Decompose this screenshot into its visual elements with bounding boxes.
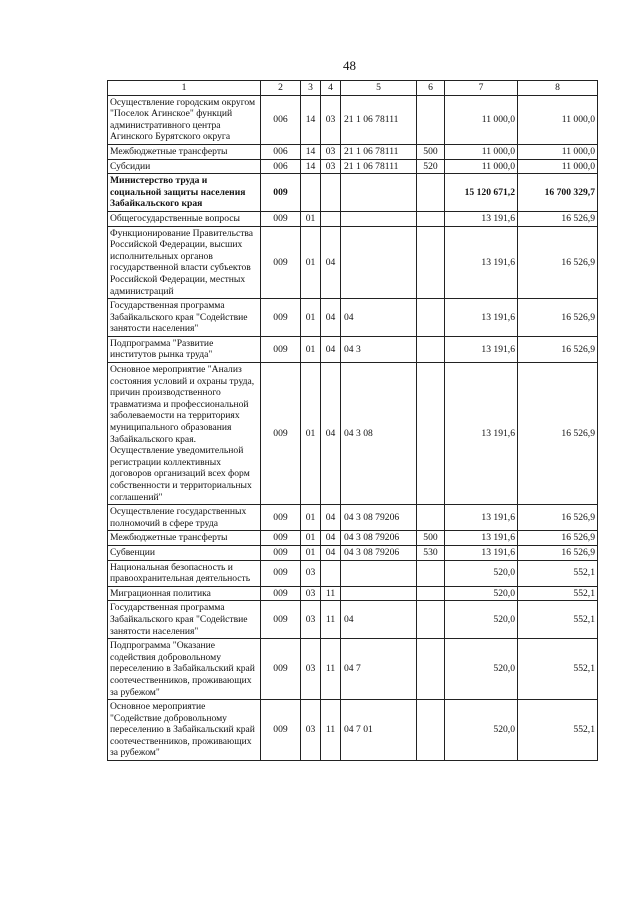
amount-year-2: 16 526,9: [518, 531, 598, 546]
code-subsection: [321, 174, 341, 212]
amount-year-2: 552,1: [518, 560, 598, 586]
row-name: Осуществление государственных полномочий в сфере труда: [108, 505, 261, 531]
code-target: 04 7: [341, 639, 417, 700]
code-section: 14: [301, 95, 321, 144]
amount-year-1: 13 191,6: [445, 545, 518, 560]
amount-year-2: 552,1: [518, 586, 598, 601]
column-header: 4: [321, 81, 341, 96]
table-row: [108, 601, 598, 639]
row-name: Основное мероприятие "Содействие добровольному переселению в Забайкальский край соотечественников, проживающих за рубежом": [108, 700, 261, 761]
code-target: 04 3 08: [341, 363, 417, 505]
amount-year-1: 13 191,6: [445, 531, 518, 546]
amount-year-2: 11 000,0: [518, 95, 598, 144]
amount-year-1: 520,0: [445, 601, 518, 639]
code-subsection: 04: [321, 531, 341, 546]
code-section: 03: [301, 560, 321, 586]
code-expense-type: [417, 95, 445, 144]
code-target: 21 1 06 78111: [341, 159, 417, 174]
code-ministry: 009: [261, 601, 301, 639]
code-section: 03: [301, 601, 321, 639]
code-expense-type: [417, 174, 445, 212]
code-target: 21 1 06 78111: [341, 95, 417, 144]
code-expense-type: [417, 211, 445, 226]
amount-year-2: 16 526,9: [518, 211, 598, 226]
code-ministry: 009: [261, 586, 301, 601]
code-section: 01: [301, 531, 321, 546]
code-section: 01: [301, 211, 321, 226]
code-ministry: 009: [261, 700, 301, 761]
code-ministry: 009: [261, 226, 301, 299]
amount-year-2: 11 000,0: [518, 159, 598, 174]
code-ministry: 009: [261, 505, 301, 531]
amount-year-2: 16 526,9: [518, 363, 598, 505]
code-section: [301, 174, 321, 212]
amount-year-2: 16 700 329,7: [518, 174, 598, 212]
header-row: [108, 81, 598, 96]
code-subsection: 04: [321, 545, 341, 560]
code-ministry: 009: [261, 639, 301, 700]
code-subsection: 11: [321, 639, 341, 700]
code-subsection: 04: [321, 363, 341, 505]
amount-year-1: 13 191,6: [445, 211, 518, 226]
code-expense-type: [417, 700, 445, 761]
row-name: Общегосударственные вопросы: [108, 211, 261, 226]
amount-year-2: 16 526,9: [518, 299, 598, 337]
code-subsection: 11: [321, 601, 341, 639]
row-name: Министерство труда и социальной защиты населения Забайкальского края: [108, 174, 261, 212]
row-name: Подпрограмма "Оказание содействия добровольному переселению в Забайкальский край соотечественников, проживающих за рубежом": [108, 639, 261, 700]
code-target: [341, 586, 417, 601]
code-expense-type: [417, 505, 445, 531]
code-section: 01: [301, 299, 321, 337]
table-row: [108, 159, 598, 174]
code-subsection: [321, 560, 341, 586]
code-section: 03: [301, 639, 321, 700]
column-header: 7: [445, 81, 518, 96]
row-name: Осуществление городским округом "Поселок Агинское" функций административного центра Агинского Бурятского округа: [108, 95, 261, 144]
row-name: Миграционная политика: [108, 586, 261, 601]
code-target: 04 3 08 79206: [341, 545, 417, 560]
amount-year-1: 520,0: [445, 639, 518, 700]
code-target: [341, 174, 417, 212]
code-target: 04 3 08 79206: [341, 505, 417, 531]
table-row: [108, 531, 598, 546]
code-subsection: [321, 211, 341, 226]
code-target: 04 7 01: [341, 700, 417, 761]
code-expense-type: 500: [417, 144, 445, 159]
amount-year-2: 552,1: [518, 700, 598, 761]
code-ministry: 009: [261, 211, 301, 226]
amount-year-1: 13 191,6: [445, 363, 518, 505]
row-name: Государственная программа Забайкальского края "Содействие занятости населения": [108, 601, 261, 639]
amount-year-1: 520,0: [445, 560, 518, 586]
code-expense-type: 530: [417, 545, 445, 560]
code-subsection: 03: [321, 95, 341, 144]
row-name: Основное мероприятие "Анализ состояния условий и охраны труда, причин производственного травматизма и профессиональной заболеваемости на территориях муниципального образования Забайкальского края. Осуществление уведомительной регистрации коллективных договоров организаций всех форм собственности и территориальных соглашений": [108, 363, 261, 505]
amount-year-2: 11 000,0: [518, 144, 598, 159]
code-section: 14: [301, 144, 321, 159]
code-expense-type: 520: [417, 159, 445, 174]
table-row: [108, 586, 598, 601]
table-row: [108, 174, 598, 212]
amount-year-2: 16 526,9: [518, 226, 598, 299]
row-name: Межбюджетные трансферты: [108, 531, 261, 546]
table-row: [108, 700, 598, 761]
code-target: [341, 226, 417, 299]
table-row: [108, 211, 598, 226]
column-header: 8: [518, 81, 598, 96]
code-subsection: 04: [321, 226, 341, 299]
amount-year-1: 11 000,0: [445, 144, 518, 159]
code-expense-type: [417, 639, 445, 700]
row-name: Государственная программа Забайкальского края "Содействие занятости населения": [108, 299, 261, 337]
amount-year-2: 16 526,9: [518, 545, 598, 560]
code-ministry: 009: [261, 336, 301, 362]
code-subsection: 11: [321, 586, 341, 601]
table-row: [108, 363, 598, 505]
code-subsection: 11: [321, 700, 341, 761]
amount-year-1: 520,0: [445, 700, 518, 761]
code-subsection: 04: [321, 505, 341, 531]
code-ministry: 006: [261, 144, 301, 159]
code-expense-type: [417, 363, 445, 505]
code-ministry: 009: [261, 531, 301, 546]
page-number: 48: [343, 58, 356, 73]
code-target: 04: [341, 299, 417, 337]
column-header: 1: [108, 81, 261, 96]
code-target: 21 1 06 78111: [341, 144, 417, 159]
table-row: [108, 639, 598, 700]
column-header: 2: [261, 81, 301, 96]
budget-table: [107, 80, 598, 761]
code-ministry: 009: [261, 299, 301, 337]
code-ministry: 009: [261, 174, 301, 212]
code-expense-type: [417, 226, 445, 299]
table-row: [108, 336, 598, 362]
amount-year-2: 16 526,9: [518, 336, 598, 362]
table-row: [108, 144, 598, 159]
table-row: [108, 560, 598, 586]
amount-year-1: 520,0: [445, 586, 518, 601]
code-target: [341, 560, 417, 586]
amount-year-1: 13 191,6: [445, 336, 518, 362]
amount-year-1: 13 191,6: [445, 505, 518, 531]
code-section: 14: [301, 159, 321, 174]
table-row: [108, 299, 598, 337]
table-row: [108, 226, 598, 299]
code-ministry: 006: [261, 159, 301, 174]
code-section: 01: [301, 226, 321, 299]
code-expense-type: [417, 586, 445, 601]
table-row: [108, 95, 598, 144]
row-name: Субсидии: [108, 159, 261, 174]
table-row: [108, 545, 598, 560]
code-subsection: 03: [321, 144, 341, 159]
code-expense-type: 500: [417, 531, 445, 546]
code-section: 01: [301, 336, 321, 362]
row-name: Субвенции: [108, 545, 261, 560]
code-subsection: 03: [321, 159, 341, 174]
code-target: 04 3: [341, 336, 417, 362]
amount-year-1: 15 120 671,2: [445, 174, 518, 212]
code-ministry: 006: [261, 95, 301, 144]
column-header: 3: [301, 81, 321, 96]
amount-year-1: 13 191,6: [445, 299, 518, 337]
code-expense-type: [417, 560, 445, 586]
code-section: 01: [301, 363, 321, 505]
code-expense-type: [417, 336, 445, 362]
code-ministry: 009: [261, 545, 301, 560]
amount-year-1: 11 000,0: [445, 95, 518, 144]
code-target: 04 3 08 79206: [341, 531, 417, 546]
column-header: 5: [341, 81, 417, 96]
code-subsection: 04: [321, 299, 341, 337]
code-section: 01: [301, 505, 321, 531]
row-name: Межбюджетные трансферты: [108, 144, 261, 159]
amount-year-2: 552,1: [518, 601, 598, 639]
amount-year-2: 552,1: [518, 639, 598, 700]
column-header: 6: [417, 81, 445, 96]
code-section: 01: [301, 545, 321, 560]
table-row: [108, 505, 598, 531]
row-name: Подпрограмма "Развитие институтов рынка труда": [108, 336, 261, 362]
amount-year-1: 11 000,0: [445, 159, 518, 174]
code-ministry: 009: [261, 560, 301, 586]
code-subsection: 04: [321, 336, 341, 362]
code-section: 03: [301, 700, 321, 761]
amount-year-2: 16 526,9: [518, 505, 598, 531]
row-name: Национальная безопасность и правоохранительная деятельность: [108, 560, 261, 586]
amount-year-1: 13 191,6: [445, 226, 518, 299]
code-expense-type: [417, 299, 445, 337]
row-name: Функционирование Правительства Российской Федерации, высших исполнительных органов государственной власти субъектов Российской Федерации, местных администраций: [108, 226, 261, 299]
code-section: 03: [301, 586, 321, 601]
code-target: [341, 211, 417, 226]
code-expense-type: [417, 601, 445, 639]
code-ministry: 009: [261, 363, 301, 505]
code-target: 04: [341, 601, 417, 639]
